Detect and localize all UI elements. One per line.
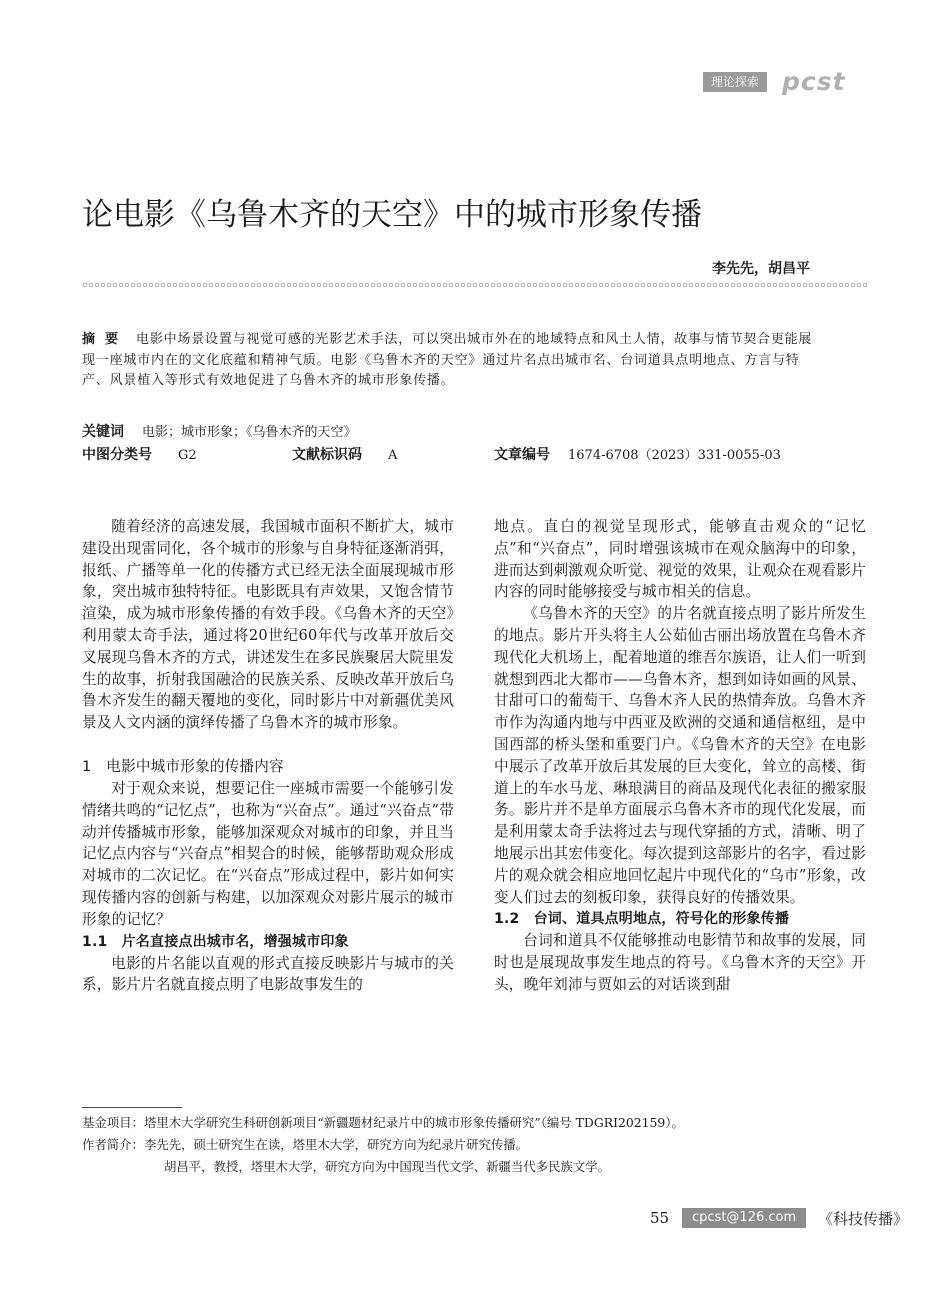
- footnotes: [82, 1112, 882, 1178]
- document-code: [292, 444, 397, 464]
- subsection-heading: 1.1 片名直接点出城市名，增强城市印象: [82, 933, 349, 950]
- abstract-label: 摘要: [82, 332, 129, 347]
- keywords: [82, 421, 357, 441]
- article-number: [494, 444, 781, 464]
- wavy-divider: [82, 282, 868, 288]
- keywords-label: 关键词: [82, 424, 124, 440]
- journal-email: cpcst@126.com: [682, 1208, 806, 1228]
- paragraph: 《乌鲁木齐的天空》的片名就直接点明了影片所发生的地点。影片开头将主人公茹仙古丽出场放置在乌鲁木齐现代化大机场上，配着地道的维吾尔族语，让人们一听到就想到西北大都市——乌鲁木齐，想到如诗如画的风景、甘甜可口的葡萄干、乌鲁木齐人民的热情奔放。乌鲁木齐市作为沟通内地与中西亚及欧洲的交通和通信枢纽，是中国西部的桥头堡和重要门户。《乌鲁木齐的天空》在电影中展示了改革开放后其发展的巨大变化，耸立的高楼、街道上的车水马龙、琳琅满目的商品及现代化表征的搬家服务。影片并不是单方面展示乌鲁木齐市的现代化发展，而是利用蒙太奇手法将过去与现代穿插的方式，清晰、明了地展示出其宏伟变化。每次提到这部影片的名字，看过影片的观众就会相应地回忆起片中现代化的“乌市”形象，改变人们过去的刻板印象，获得良好的传播效果。: [494, 605, 866, 906]
- journal-name: 《科技传播》: [818, 1210, 909, 1228]
- keywords-text: 电影；城市形象；《乌鲁木齐的天空》: [142, 425, 357, 440]
- author-bio: 作者简介：李先先，硕士研究生在读，塔里木大学，研究方向为纪录片研究传播。: [82, 1137, 529, 1152]
- article-no-value: 1674-6708（2023）331-0055-03: [568, 448, 781, 463]
- article-no-label: 文章编号: [494, 447, 550, 463]
- journal-logo: pcst: [782, 67, 846, 96]
- section-heading: 1 电影中城市形象的传播内容: [82, 757, 284, 775]
- doc-code-label: 文献标识码: [292, 447, 362, 463]
- paragraph: 对于观众来说，想要记住一座城市需要一个能够引发情绪共鸣的“记忆点”，也称为“兴奋点”。通过“兴奋点”带动并传播城市形象，能够加深观众对城市的印象，并且当记忆点内容与“兴奋点”相契合的时候，能够帮助观众形成对城市的二次记忆。在“兴奋点”形成过程中，影片如何实现传播内容的创新与构建，以加深观众对影片展示的城市形象的记忆？: [82, 779, 454, 928]
- clc-number: [82, 444, 197, 464]
- authors: 李先先，胡昌平: [712, 261, 810, 277]
- paragraph: 电影的片名能以直观的形式直接反映影片与城市的关系，影片片名就直接点明了电影故事发生的: [82, 954, 454, 994]
- body-column-left: [82, 516, 454, 996]
- body-column-right: [494, 516, 866, 996]
- subsection-heading: 1.2 台词、道具点明地点，符号化的形象传播: [494, 911, 790, 928]
- page-number: 55: [650, 1209, 670, 1227]
- clc-label: 中图分类号: [82, 447, 152, 463]
- funding-note: 基金项目：塔里木大学研究生科研创新项目“新疆题材纪录片中的城市形象传播研究”（编号 TDGRI202159）。: [82, 1115, 684, 1130]
- author-bio: 胡昌平，教授，塔里木大学，研究方向为中国现当代文学、新疆当代多民族文学。: [164, 1159, 611, 1174]
- abstract: [82, 330, 822, 392]
- section-tag: 理论探索: [703, 72, 767, 92]
- clc-value: G2: [178, 448, 197, 463]
- doc-code-value: A: [388, 448, 398, 463]
- abstract-text: 电影中场景设置与视觉可感的光影艺术手法，可以突出城市外在的地域特点和风土人情，故事与情节契合更能展现一座城市内在的文化底蕴和精神气质。电影《乌鲁木齐的天空》通过片名点出城市名、台词道具点明地点、方言与特产、风景植入等形式有效地促进了乌鲁木齐的城市形象传播。: [82, 332, 813, 388]
- footnote-rule: [82, 1107, 182, 1108]
- article-title: 论电影《乌鲁木齐的天空》中的城市形象传播: [82, 197, 702, 233]
- paragraph: 地点。直白的视觉呈现形式，能够直击观众的“记忆点”和“兴奋点”，同时增强该城市在观众脑海中的印象，进而达到刺激观众听觉、视觉的效果，让观众在观看影片内容的同时能够接受与城市相关的信息。: [494, 518, 866, 601]
- paragraph: 随着经济的高速发展，我国城市面积不断扩大，城市建设出现雷同化，各个城市的形象与自身特征逐渐消弭，报纸、广播等单一化的传播方式已经无法全面展现城市形象，突出城市独特特征。电影既具有声效果，又饱含情节渲染，成为城市形象传播的有效手段。《乌鲁木齐的天空》利用蒙太奇手法，通过将20世纪60年代与改革开放后交叉展现乌鲁木齐的方式，讲述发生在多民族聚居大院里发生的故事，折射我国融洽的民族关系、反映改革开放后乌鲁木齐发生的翻天覆地的变化，同时影片中对新疆优美风景及人文内涵的演绎传播了乌鲁木齐的城市形象。: [82, 518, 454, 732]
- paragraph: 台词和道具不仅能够推动电影情节和故事的发展，同时也是展现故事发生地点的符号。《乌鲁木齐的天空》开头，晚年刘沛与贾如云的对话谈到甜: [494, 932, 866, 993]
